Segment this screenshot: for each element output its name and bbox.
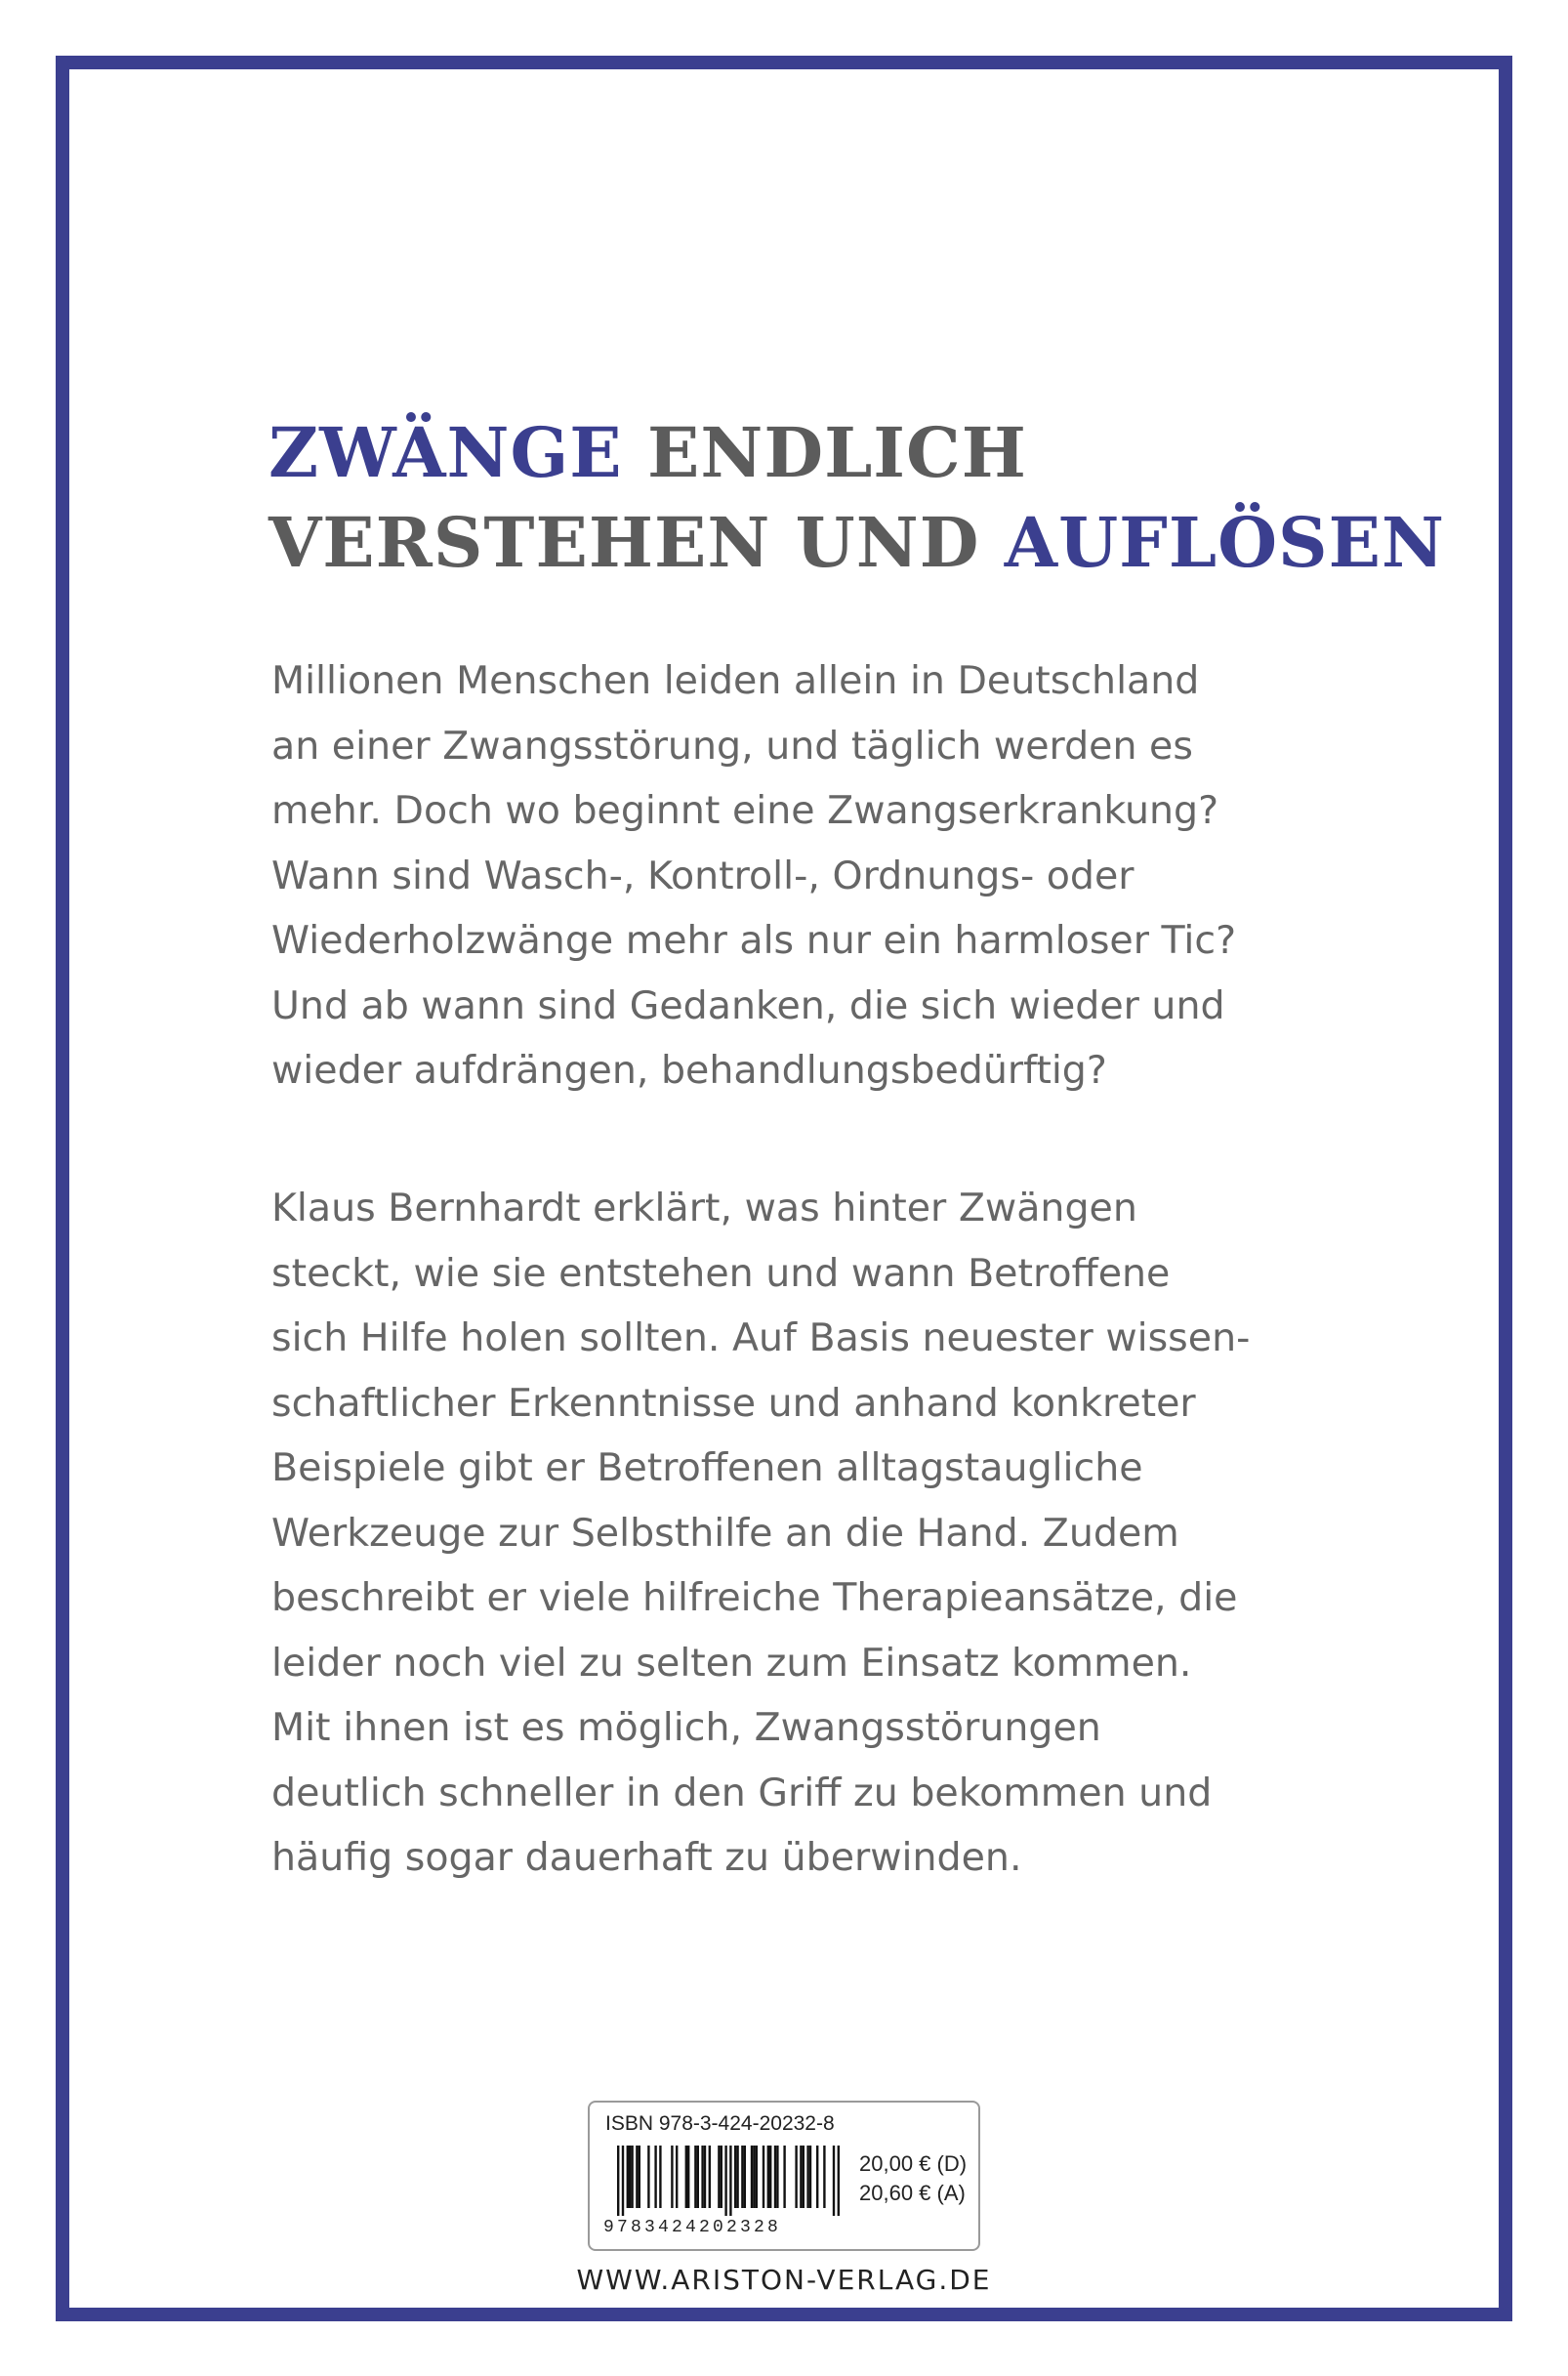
barcode-bar	[763, 2146, 764, 2208]
barcode-bar	[800, 2146, 802, 2208]
barcode-bar	[697, 2146, 699, 2208]
barcode-bar	[774, 2146, 776, 2208]
barcode-bar	[729, 2146, 731, 2216]
barcode-bar	[833, 2146, 835, 2216]
text-line: Klaus Bernhardt erklärt, was hinter Zwängen	[271, 1186, 1137, 1230]
barcode-bar	[701, 2146, 703, 2208]
text-line: sich Hilfe holen sollten. Auf Basis neuester wissen-	[271, 1315, 1251, 1360]
price-germany: 20,00 € (D)	[859, 2151, 968, 2176]
barcode-bar	[756, 2146, 758, 2208]
barcode-bar	[803, 2146, 805, 2208]
text-line: Beispiele gibt er Betroffenen alltagstaugliche	[271, 1445, 1143, 1490]
barcode-bar	[734, 2146, 736, 2208]
barcode-bar	[806, 2146, 808, 2208]
barcode-bar	[744, 2146, 746, 2208]
text-line: wieder aufdrängen, behandlungsbedürftig?	[271, 1048, 1107, 1093]
text-line: steckt, wie sie entstehen und wann Betroffene	[271, 1250, 1171, 1296]
barcode-bar	[659, 2146, 661, 2208]
text-line: Millionen Menschen leiden allein in Deutschland	[271, 658, 1200, 703]
barcode-bar	[783, 2146, 785, 2208]
headline-word: VERSTEHEN UND	[268, 502, 1005, 583]
headline	[268, 408, 1445, 588]
headline-line-1	[268, 408, 1445, 498]
barcode-bar	[622, 2146, 624, 2216]
headline-word: AUFLÖSEN	[1004, 502, 1445, 583]
text-line: Mit ihnen ist es möglich, Zwangsstörungen	[271, 1705, 1101, 1750]
text-line: deutlich schneller in den Griff zu bekommen und	[271, 1770, 1213, 1815]
barcode-bar	[636, 2146, 638, 2208]
barcode-bar	[823, 2146, 825, 2208]
publisher-website: WWW.ARISTON-VERLAG.DE	[576, 2264, 992, 2296]
text-line: an einer Zwangsstörung, und täglich werden es	[271, 723, 1193, 769]
barcode-bar	[676, 2146, 678, 2208]
barcode-bar	[816, 2146, 818, 2208]
barcode-bar	[639, 2146, 640, 2208]
ean-digits: 9783424202328	[603, 2218, 782, 2237]
barcode-bar	[704, 2146, 706, 2208]
barcode-bar	[809, 2146, 811, 2208]
text-line: schaftlicher Erkenntnisse und anhand konkreter	[271, 1380, 1196, 1426]
barcode-bar	[769, 2146, 771, 2208]
barcode-bar	[671, 2146, 673, 2208]
barcode-bar	[654, 2146, 656, 2208]
barcode-bar	[767, 2146, 769, 2208]
barcode-bar	[838, 2146, 840, 2216]
isbn-label: ISBN 978-3-424-20232-8	[605, 2112, 835, 2135]
text-line: häufig sogar dauerhaft zu überwinden.	[271, 1835, 1022, 1880]
barcode-bar	[751, 2146, 753, 2208]
headline-word: ENDLICH	[622, 412, 1027, 493]
barcode-bar	[721, 2146, 722, 2208]
barcode-bar	[741, 2146, 743, 2208]
price-austria: 20,60 € (A)	[859, 2181, 966, 2205]
barcode-bar	[687, 2146, 689, 2208]
barcode-bar	[631, 2146, 633, 2208]
barcode-bar	[736, 2146, 738, 2208]
barcode-bar	[753, 2146, 755, 2208]
description-paragraph-1	[271, 648, 1336, 1104]
barcode-bar	[694, 2146, 696, 2208]
barcode-graphic	[605, 2146, 849, 2216]
barcode-bar	[647, 2146, 649, 2208]
barcode-bar	[724, 2146, 726, 2216]
barcode-bar	[617, 2146, 619, 2216]
text-line: Wann sind Wasch-, Kontroll-, Ordnungs- oder	[271, 853, 1135, 898]
barcode-bar	[685, 2146, 687, 2208]
text-line: leider noch viel zu selten zum Einsatz kommen.	[271, 1640, 1192, 1686]
description-paragraph-2	[271, 1176, 1336, 1891]
barcode-bar	[629, 2146, 631, 2208]
text-line: mehr. Doch wo beginnt eine Zwangserkrankung?	[271, 788, 1219, 833]
text-line: Wiederholzwänge mehr als nur ein harmloser Tic?	[271, 918, 1237, 963]
text-line: Werkzeuge zur Selbsthilfe an die Hand. Zudem	[271, 1510, 1179, 1556]
headline-line-2	[268, 498, 1445, 588]
headline-word: ZWÄNGE	[268, 412, 623, 493]
isbn-barcode-box	[588, 2101, 980, 2251]
barcode-bar	[709, 2146, 711, 2208]
barcode-bar	[795, 2146, 797, 2208]
barcode-bar	[776, 2146, 778, 2208]
text-line: beschreibt er viele hilfreiche Therapieansätze, die	[271, 1575, 1238, 1620]
text-line: Und ab wann sind Gedanken, die sich wieder und	[271, 982, 1225, 1028]
barcode-bar	[627, 2146, 629, 2208]
barcode-bar	[718, 2146, 720, 2208]
